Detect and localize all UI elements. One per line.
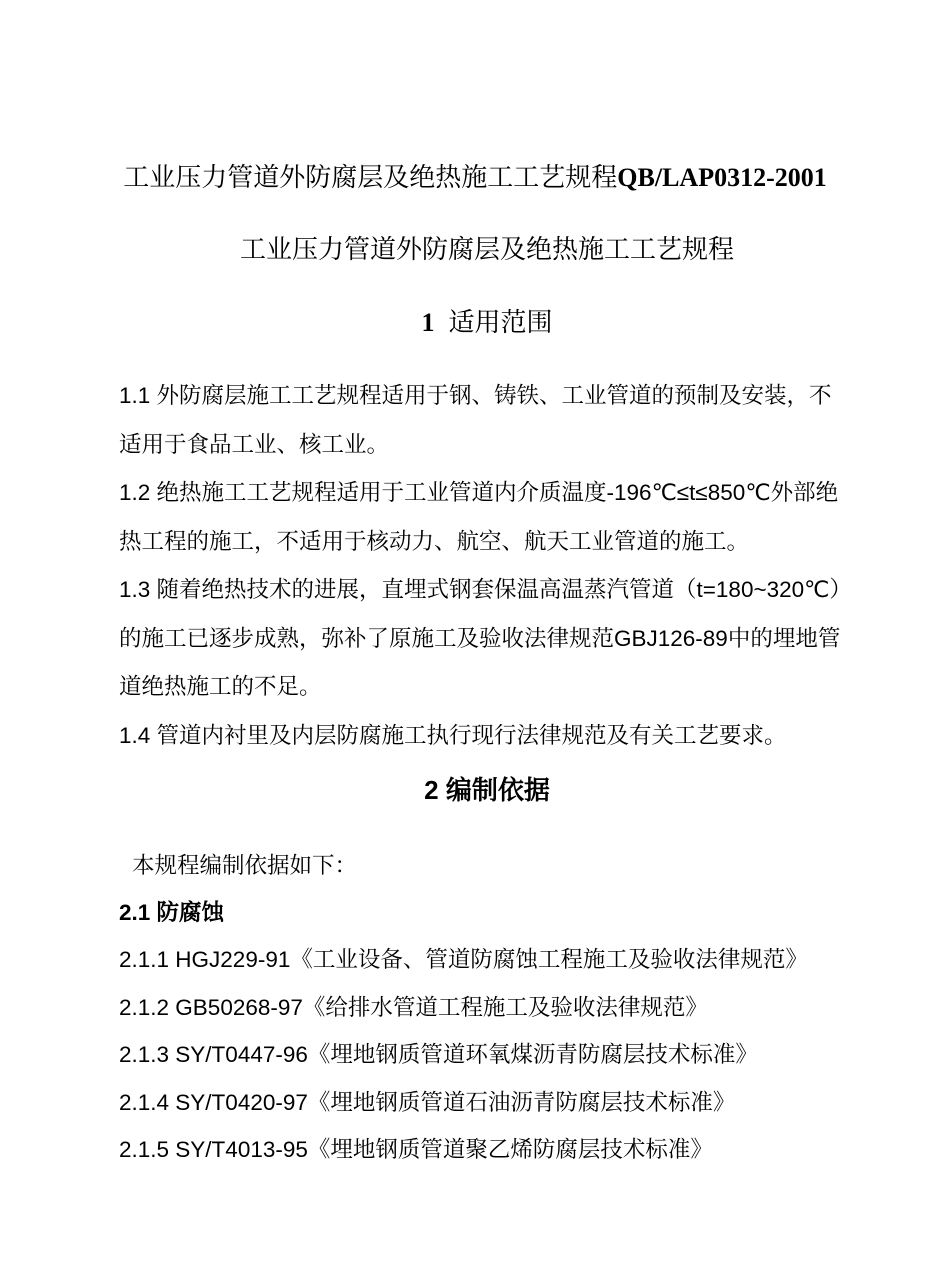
section-2-intro: 本规程编制依据如下： (132, 853, 358, 878)
document-title (0, 158, 950, 198)
reference-item: 2.1.3 SY/T0447-96《埋地钢质管道环氧煤沥青防腐层技术标准》 (119, 1042, 758, 1067)
reference-item: 2.1.2 GB50268-97《给排水管道工程施工及验收法律规范》 (119, 994, 708, 1020)
document-title-text: 工业压力管道外防腐层及绝热施工工艺规程 (123, 163, 618, 192)
section-1-title: 适用范围 (448, 308, 553, 337)
reference-item: 2.1.4 SY/T0420-97《埋地钢质管道石油沥青防腐层技术标准》 (119, 1089, 736, 1115)
document-code: QB/LAP0312-2001 (617, 163, 827, 192)
paragraph-1-1: 1.1 外防腐层施工工艺规程适用于钢、铸铁、工业管道的预制及安装，不适用于食品工业、核工业。 (119, 383, 832, 457)
section-2-heading: 2 编制依据 (424, 775, 550, 805)
section-2-1-heading: 2.1 防腐蚀 (119, 900, 225, 925)
reference-list (119, 936, 808, 1174)
section-1-number: 1 (421, 308, 435, 337)
reference-item: 2.1.1 HGJ229-91《工业设备、管道防腐蚀工程施工及验收法律规范》 (119, 947, 808, 972)
paragraph-1-3: 1.3 随着绝热技术的进展，直埋式钢套保温高温蒸汽管道（t=180~320℃）的施工已逐步成熟，弥补了原施工及验收法律规范GBJ126-89中的埋地管道绝热施工的不足。 (119, 577, 841, 699)
section-1-heading (0, 303, 950, 343)
document-subtitle: 工业压力管道外防腐层及绝热施工工艺规程 (239, 235, 734, 264)
paragraph-1-2: 1.2 绝热施工工艺规程适用于工业管道内介质温度-196℃≤t≤850℃外部绝热工程的施工，不适用于核动力、航空、航天工业管道的施工。 (119, 480, 839, 554)
paragraph-1-4: 1.4 管道内衬里及内层防腐施工执行现行法律规范及有关工艺要求。 (119, 722, 787, 748)
reference-item: 2.1.5 SY/T4013-95《埋地钢质管道聚乙烯防腐层技术标准》 (119, 1137, 713, 1162)
section-1-body (119, 372, 849, 760)
